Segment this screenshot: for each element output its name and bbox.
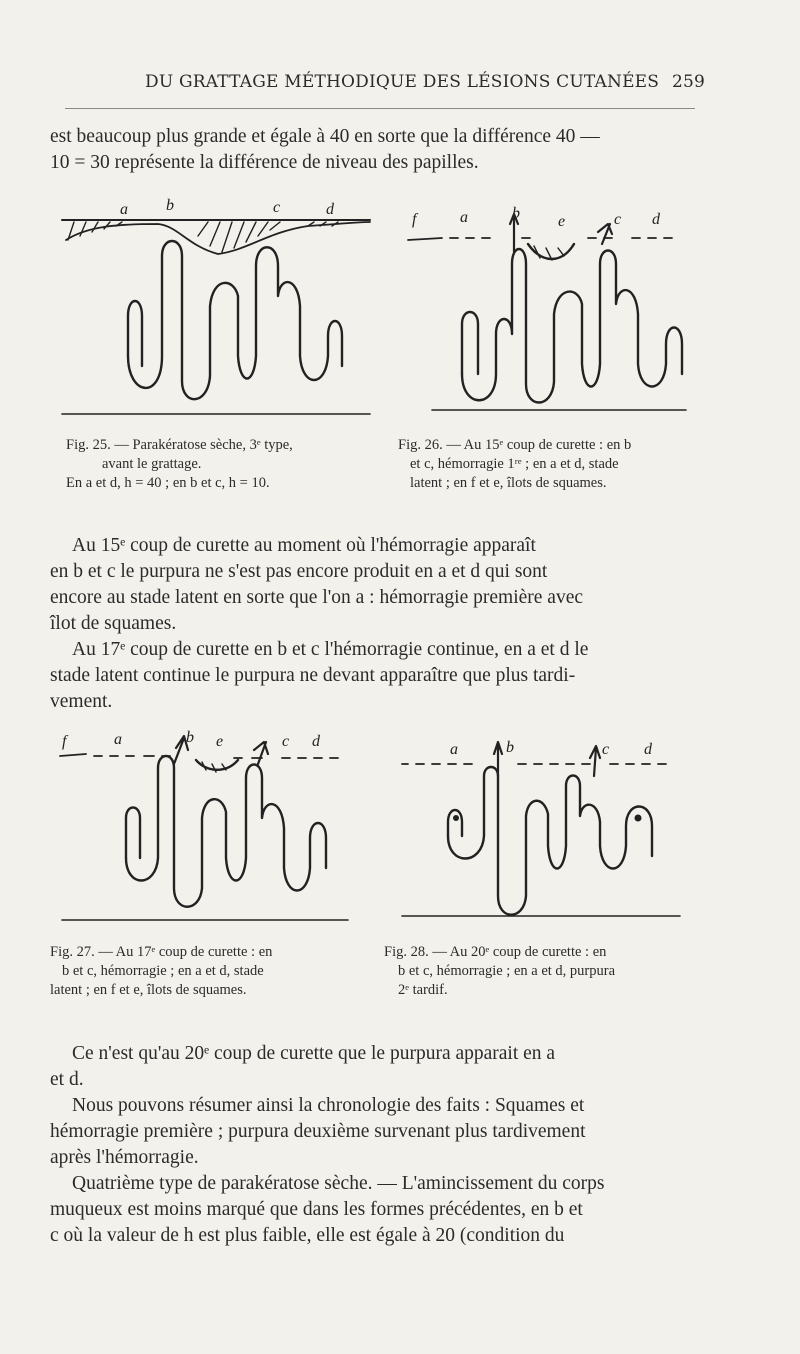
- paragraph-6: [50, 1171, 698, 1249]
- figure-28: [398, 736, 688, 926]
- text-line: en b et c le purpura ne s'est pas encore produit en a et d qui sont: [50, 561, 548, 582]
- label-c: c: [602, 741, 610, 758]
- text-line: Au 15ᵉ coup de curette au moment où l'hémorragie apparaît: [72, 535, 536, 556]
- label-f: f: [62, 733, 67, 750]
- running-title: DU GRATTAGE MÉTHODIQUE DES LÉSIONS CUTANÉES: [145, 72, 660, 92]
- label-b: b: [186, 729, 194, 746]
- label-b: b: [512, 205, 520, 222]
- text-line: Quatrième type de parakératose sèche. — L'amincissement du corps: [72, 1173, 605, 1194]
- page-number: 259: [671, 72, 705, 92]
- paragraph-4: [50, 1041, 698, 1093]
- label-a: a: [114, 731, 122, 748]
- paragraph-1: [50, 124, 698, 176]
- header-rule: [65, 108, 695, 109]
- text-line: après l'hémorragie.: [50, 1147, 199, 1168]
- text-line: est beaucoup plus grande et égale à 40 en sorte que la différence 40 —: [50, 126, 600, 147]
- figure-26: [402, 204, 692, 424]
- text-line: stade latent continue le purpura ne devant apparaître que plus tardi-: [50, 665, 576, 686]
- text-line: hémorragie première ; purpura deuxième survenant plus tardivement: [50, 1121, 586, 1142]
- text-line: vement.: [50, 691, 113, 712]
- label-c: c: [614, 211, 622, 228]
- label-e: e: [216, 733, 224, 750]
- text-line: Nous pouvons résumer ainsi la chronologie des faits : Squames et: [72, 1095, 585, 1116]
- label-c: c: [282, 733, 290, 750]
- text-line: et d.: [50, 1069, 84, 1090]
- label-d: d: [644, 741, 652, 758]
- caption-fig26: Fig. 26. — Au 15ᵉ coup de curette : en b et c, hémorragie 1ʳᵉ ; en a et d, stade latent ; en f et e, îlots de squames.: [398, 437, 632, 491]
- label-f: f: [412, 211, 417, 228]
- text-line: îlot de squames.: [50, 613, 177, 634]
- label-a: a: [460, 209, 468, 226]
- figure-25: [58, 196, 378, 421]
- label-d: d: [326, 201, 334, 218]
- paragraph-3: [50, 637, 698, 715]
- text-line: Au 17ᵉ coup de curette en b et c l'hémorragie continue, en a et d le: [72, 639, 589, 660]
- label-d: d: [312, 733, 320, 750]
- text-line: muqueux est moins marqué que dans les formes précédentes, en b et: [50, 1199, 583, 1220]
- caption-fig27: Fig. 27. — Au 17ᵉ coup de curette : en b et c, hémorragie ; en a et d, stade latent ; en f et e, îlots de squames.: [50, 944, 273, 998]
- text-line: 10 = 30 représente la différence de niveau des papilles.: [50, 152, 479, 173]
- label-a: a: [120, 201, 128, 218]
- caption-fig28: Fig. 28. — Au 20ᵉ coup de curette : en b et c, hémorragie ; en a et d, purpura 2ᵉ tardif.: [384, 944, 616, 998]
- text-line: Ce n'est qu'au 20ᵉ coup de curette que le purpura apparait en a: [72, 1043, 556, 1064]
- paragraph-5: [50, 1093, 698, 1171]
- figure-27: [56, 728, 356, 928]
- label-b: b: [506, 739, 514, 756]
- label-b: b: [166, 197, 174, 214]
- label-a: a: [450, 741, 458, 758]
- text-line: encore au stade latent en sorte que l'on a : hémorragie première avec: [50, 587, 584, 608]
- label-c: c: [273, 199, 281, 216]
- caption-fig25: Fig. 25. — Parakératose sèche, 3ᵉ type, avant le grattage. En a et d, h = 40 ; en b et c, h = 10.: [66, 437, 293, 491]
- label-d: d: [652, 211, 660, 228]
- paragraph-2: [50, 533, 698, 637]
- label-e: e: [558, 213, 566, 230]
- text-line: c où la valeur de h est plus faible, elle est égale à 20 (condition du: [50, 1225, 565, 1246]
